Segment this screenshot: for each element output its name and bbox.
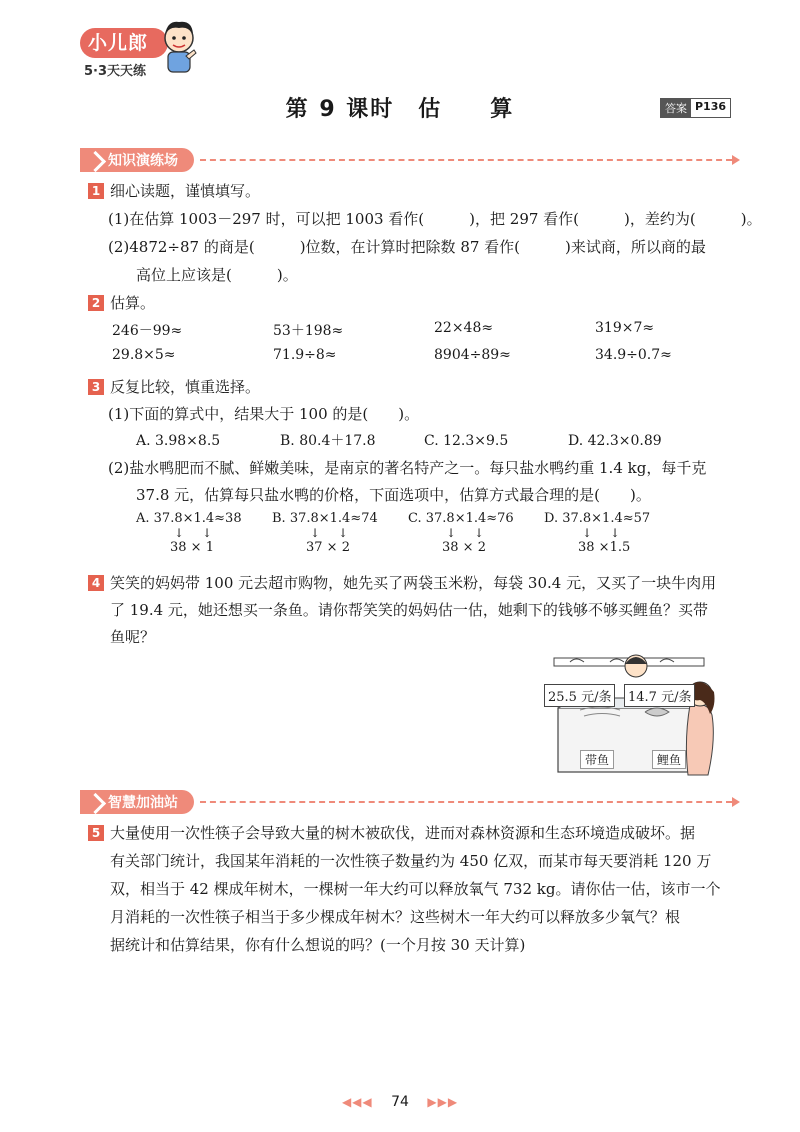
arrow-icon bbox=[732, 797, 740, 807]
price-sign-hairtail: 25.5 元/条 bbox=[544, 684, 615, 707]
series-label: 5·3天天练 bbox=[84, 64, 147, 79]
option-a: A. 3.98×8.5 bbox=[136, 433, 221, 449]
divider bbox=[200, 801, 732, 803]
page-number: ◀◀◀ 74 ▶▶▶ bbox=[341, 1094, 459, 1110]
option-c: C. 37.8×1.4≈76 ↓ ↓ 38 × 2 bbox=[408, 511, 544, 555]
down-arrow-icon: ↓ ↓ bbox=[174, 526, 213, 540]
question-number-badge: 1 bbox=[88, 183, 104, 199]
divider bbox=[200, 159, 732, 161]
boy-mascot-icon bbox=[158, 18, 200, 74]
down-arrow-icon: ↓ ↓ bbox=[446, 526, 485, 540]
answer-reference bbox=[660, 98, 731, 118]
right-arrows-icon: ▶▶▶ bbox=[427, 1095, 459, 1109]
question-5-line-1: 5 大量使用一次性筷子会导致大量的树木被砍伐，进而对森林资源和生态环境造成破坏。据 bbox=[88, 822, 695, 843]
brand-logo: 小儿郎 bbox=[80, 28, 168, 58]
estimate-item: 53＋198≈ bbox=[273, 323, 344, 339]
question-number-badge: 3 bbox=[88, 379, 104, 395]
answer-page: P136 bbox=[695, 100, 727, 113]
section-label: 智慧加油站 bbox=[80, 790, 194, 814]
question-3-part-1-options bbox=[136, 430, 712, 450]
option-d: D. 37.8×1.4≈57 ↓ ↓ 38 ×1.5 bbox=[544, 511, 680, 555]
fish-stall-icon bbox=[540, 650, 730, 780]
answer-label: 答案 bbox=[661, 99, 691, 117]
question-1-part-2: (2)4872÷87 的商是( )位数，在计算时把除数 87 看作( )来试商，所以商的最 bbox=[108, 238, 706, 256]
option-b: B. 80.4＋17.8 bbox=[280, 433, 376, 449]
question-5-line-5: 据统计和估算结果，你有什么想说的吗？(一个月按 30 天计算) bbox=[110, 936, 526, 954]
option-d: D. 42.3×0.89 bbox=[568, 433, 662, 449]
down-arrow-icon: ↓ ↓ bbox=[310, 526, 349, 540]
estimate-item: 34.9÷0.7≈ bbox=[595, 347, 672, 363]
question-5-line-3: 双，相当于 42 棵成年树木，一棵树一年大约可以释放氧气 732 kg。请你估一估，该市一个 bbox=[110, 880, 721, 898]
estimate-item: 22×48≈ bbox=[434, 320, 494, 336]
arrow-icon bbox=[732, 155, 740, 165]
fish-label-carp: 鲤鱼 bbox=[652, 750, 686, 769]
estimate-item: 71.9÷8≈ bbox=[273, 347, 337, 363]
question-1-part-2-cont: 高位上应该是( )。 bbox=[136, 266, 298, 284]
question-number-badge: 4 bbox=[88, 575, 104, 591]
fish-market-illustration bbox=[540, 650, 730, 780]
question-3-part-2: (2)盐水鸭肥而不腻、鲜嫩美味，是南京的著名特产之一。每只盐水鸭约重 1.4 kg，每千克 bbox=[108, 459, 707, 477]
question-5-line-4: 月消耗的一次性筷子相当于多少棵成年树木？这些树木一年大约可以释放多少氧气？根 bbox=[110, 908, 681, 926]
fish-label-hairtail: 带鱼 bbox=[580, 750, 614, 769]
question-5-line-2: 有关部门统计，我国某年消耗的一次性筷子数量约为 450 亿双，而某市每天要消耗 120 万 bbox=[110, 852, 712, 870]
section-header-knowledge bbox=[80, 148, 740, 172]
estimate-row-2 bbox=[112, 347, 756, 363]
estimate-item: 319×7≈ bbox=[595, 320, 655, 336]
question-number-badge: 5 bbox=[88, 825, 104, 841]
question-1-prompt: 1 细心读题，谨慎填写。 bbox=[88, 180, 260, 201]
question-4-line-3: 鱼呢？ bbox=[110, 628, 156, 646]
option-b: B. 37.8×1.4≈74 ↓ ↓ 37 × 2 bbox=[272, 511, 408, 555]
question-4-line-2: 了 19.4 元，她还想买一条鱼。请你帮笑笑的妈妈估一估，她剩下的钱够不够买鲤鱼？买带 bbox=[110, 601, 708, 619]
question-4-line-1: 4 笑笑的妈妈带 100 元去超市购物，她先买了两袋玉米粉，每袋 30.4 元，又买了一块牛肉用 bbox=[88, 572, 716, 593]
estimate-item: 8904÷89≈ bbox=[434, 347, 511, 363]
question-number-badge: 2 bbox=[88, 295, 104, 311]
question-3-part-2-options bbox=[136, 511, 680, 555]
question-2-prompt: 2 估算。 bbox=[88, 292, 155, 313]
question-3-part-1: (1)下面的算式中，结果大于 100 的是( )。 bbox=[108, 405, 420, 423]
price-sign-carp: 14.7 元/条 bbox=[624, 684, 695, 707]
question-1-part-1: (1)在估算 1003－297 时，可以把 1003 看作( )，把 297 看作( )，差约为( )。 bbox=[108, 210, 762, 228]
page-title: 第 9 课时 估 算 bbox=[285, 97, 515, 122]
estimate-item: 29.8×5≈ bbox=[112, 347, 176, 363]
option-c: C. 12.3×9.5 bbox=[424, 433, 509, 449]
section-label: 知识演练场 bbox=[80, 148, 194, 172]
down-arrow-icon: ↓ ↓ bbox=[582, 526, 621, 540]
question-3-prompt: 3 反复比较，慎重选择。 bbox=[88, 376, 260, 397]
question-3-part-2-cont: 37.8 元，估算每只盐水鸭的价格，下面选项中，估算方式最合理的是( )。 bbox=[136, 486, 651, 504]
section-header-wisdom bbox=[80, 790, 740, 814]
estimate-row-1 bbox=[112, 320, 756, 340]
option-a: A. 37.8×1.4≈38 ↓ ↓ 38 × 1 bbox=[136, 511, 272, 555]
left-arrows-icon: ◀◀◀ bbox=[341, 1095, 373, 1109]
estimate-item: 246－99≈ bbox=[112, 323, 183, 339]
